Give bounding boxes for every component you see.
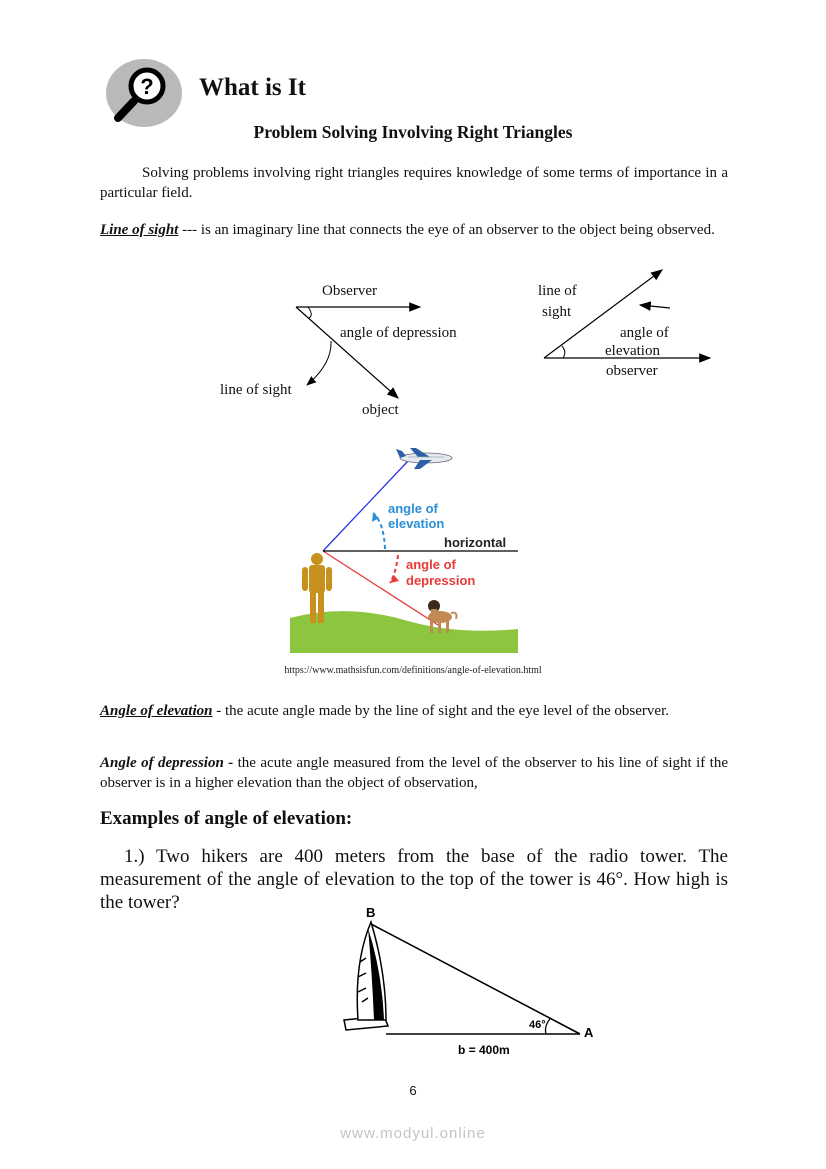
tower-triangle-figure xyxy=(338,902,608,1064)
page-title: What is It xyxy=(199,74,306,101)
angle-of-depression-label: angle of depression xyxy=(340,325,457,341)
elev-sight-label: sight xyxy=(542,304,572,320)
dog-icon xyxy=(428,600,456,633)
angle-of-depression-text: the acute angle measured from the level of the observer to his line of sight if the observer is in a higher elevation than the object of observation, xyxy=(100,755,729,791)
question-magnifier-icon xyxy=(104,58,184,128)
elev-elevation-label: elevation xyxy=(605,343,660,359)
line-of-sight-label: line of sight xyxy=(220,382,292,398)
svg-text:?: ? xyxy=(140,74,154,99)
elev-observer-label: observer xyxy=(606,363,658,379)
section-subtitle: Problem Solving Involving Right Triangles xyxy=(253,122,573,142)
page-number: 6 xyxy=(409,1083,417,1098)
vertex-a-label: A xyxy=(584,1025,594,1040)
angle-of-elevation-text: - the acute angle made by the line of sight and the eye level of the observer. xyxy=(212,703,669,719)
angle-of-elevation-term: Angle of elevation xyxy=(100,703,213,719)
illus-depression-label-1: angle of xyxy=(406,557,456,572)
observer-label: Observer xyxy=(322,283,377,299)
elev-angle-of-label: angle of xyxy=(620,325,669,341)
illus-horizontal-label: horizontal xyxy=(444,535,507,550)
elev-line-of-label: line of xyxy=(538,283,577,299)
angle-of-depression-term: Angle of depression - xyxy=(100,755,238,771)
illus-depression-label-2: depression xyxy=(406,573,476,588)
angle-of-elevation-definition xyxy=(100,701,728,721)
base-length-label: b = 400m xyxy=(458,1043,510,1057)
vertex-b-label: B xyxy=(366,905,376,920)
illus-elevation-label-1: angle of xyxy=(388,501,438,516)
elevation-depression-illustration xyxy=(288,443,520,655)
angle-of-depression-definition xyxy=(100,753,728,793)
intro-paragraph: Solving problems involving right triangles requires knowledge of some terms of importance in a particular field. xyxy=(100,165,728,201)
line-of-sight-text: --- is an imaginary line that connects the eye of an observer to the object being observed. xyxy=(178,222,715,238)
object-label: object xyxy=(362,402,399,418)
problem-1-text: 1.) Two hikers are 400 meters from the base of the radio tower. The measurement of the angle of elevation to the top of the tower is 46°. How high is the tower? xyxy=(100,846,728,913)
angle-46-label: 46° xyxy=(529,1019,546,1031)
source-url: https://www.mathsisfun.com/definitions/angle-of-elevation.html xyxy=(284,665,542,676)
examples-heading: Examples of angle of elevation: xyxy=(100,808,353,829)
airplane-icon xyxy=(396,448,452,469)
line-of-sight-term: Line of sight xyxy=(100,222,179,238)
radio-tower-icon xyxy=(357,922,386,1020)
line-of-sight-definition xyxy=(100,220,728,240)
watermark: www.modyul.online xyxy=(340,1125,486,1142)
illus-elevation-label-2: elevation xyxy=(388,516,445,531)
